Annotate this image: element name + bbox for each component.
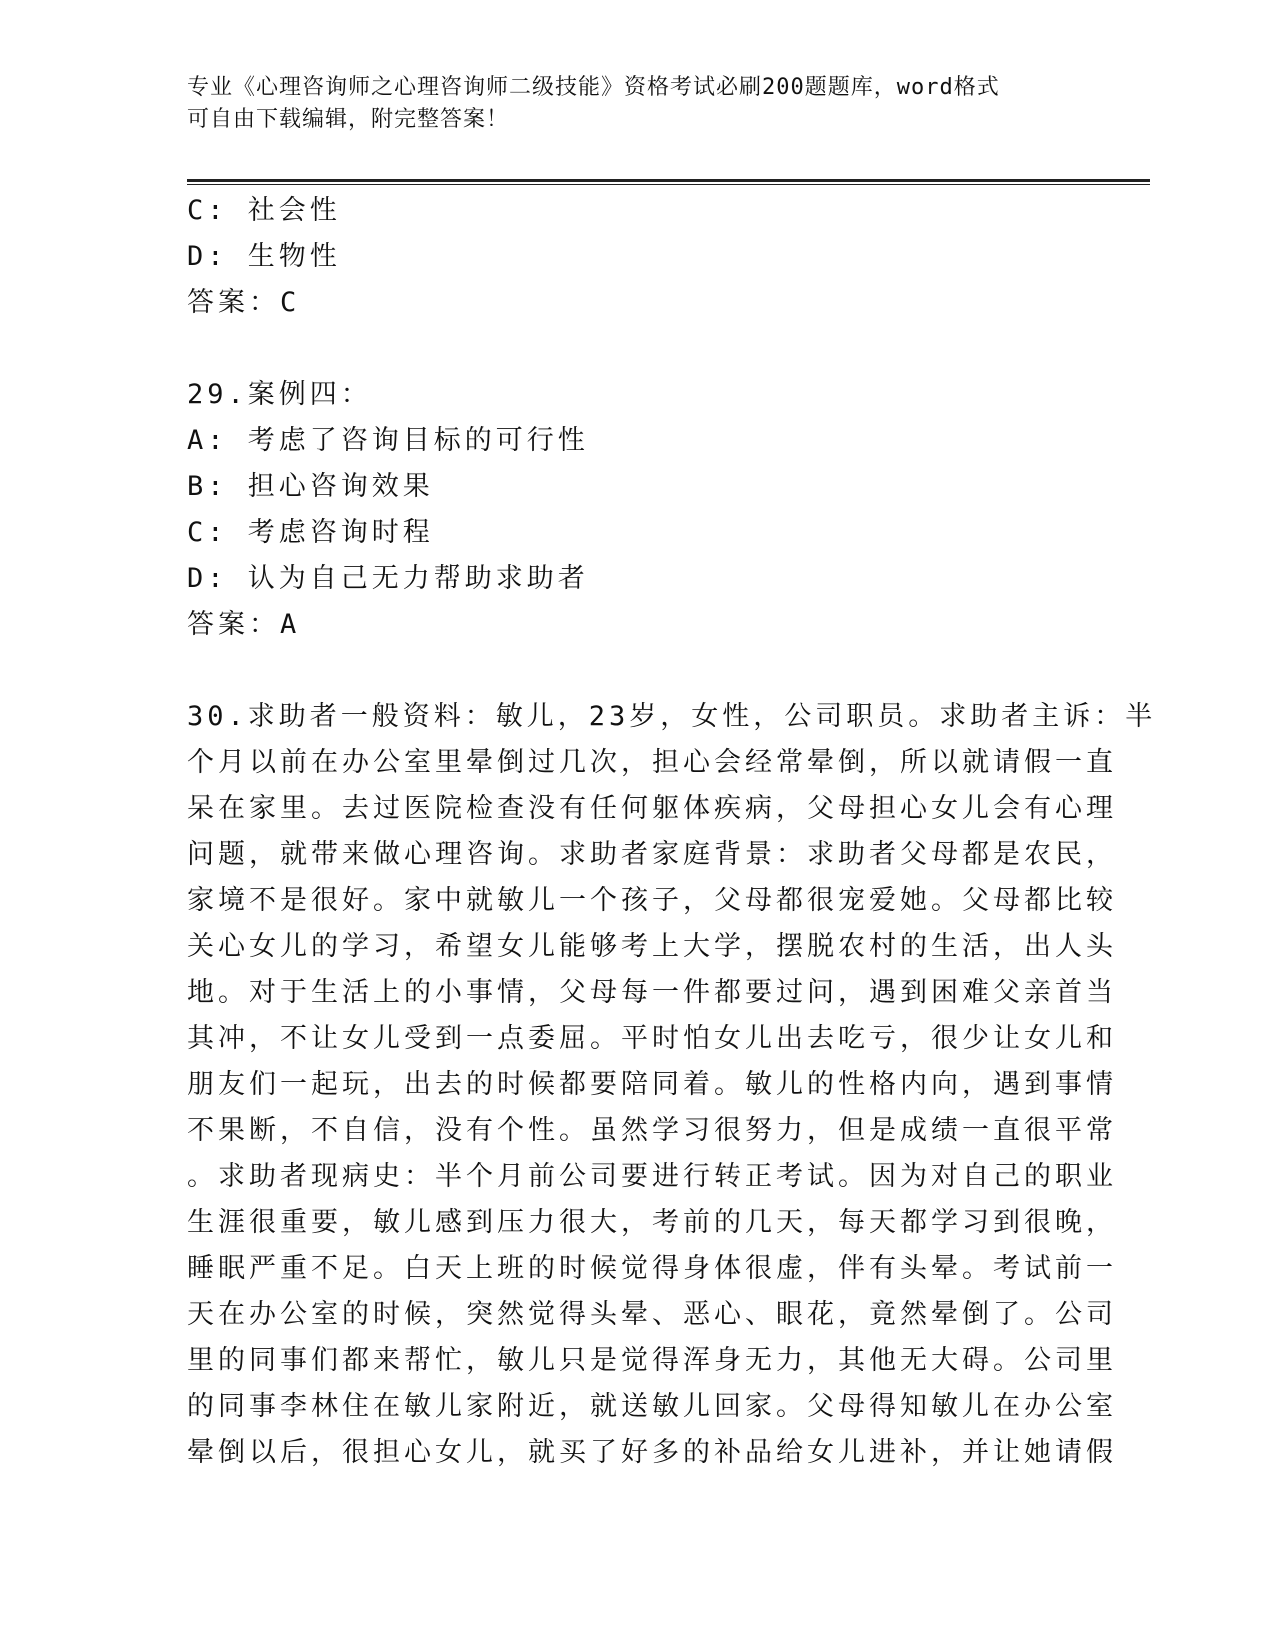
q28-answer: 答案：C [187, 287, 301, 318]
q30-line: 其冲，不让女儿受到一点委屈。平时怕女儿出去吃亏，很少让女儿和 [187, 1023, 1117, 1054]
q29-option-b: B: 担心咨询效果 [187, 471, 434, 502]
q30-line: 个月以前在办公室里晕倒过几次，担心会经常晕倒，所以就请假一直 [187, 747, 1117, 778]
header-rule-thick [187, 179, 1150, 182]
q29-stem: 29.案例四： [187, 379, 372, 410]
q30-line: 朋友们一起玩，出去的时候都要陪同着。敏儿的性格内向，遇到事情 [187, 1069, 1117, 1100]
q30-line: 呆在家里。去过医院检查没有任何躯体疾病，父母担心女儿会有心理 [187, 793, 1117, 824]
q30-line: 家境不是很好。家中就敏儿一个孩子，父母都很宠爱她。父母都比较 [187, 885, 1117, 916]
q30-line: 里的同事们都来帮忙，敏儿只是觉得浑身无力，其他无大碍。公司里 [187, 1345, 1117, 1376]
q30-line: 晕倒以后，很担心女儿，就买了好多的补品给女儿进补，并让她请假 [187, 1437, 1117, 1468]
q30-paragraph [187, 694, 1157, 1476]
q29-answer: 答案：A [187, 609, 301, 640]
spacer [187, 326, 1087, 372]
q30-line: 。求助者现病史：半个月前公司要进行转正考试。因为对自己的职业 [187, 1161, 1117, 1192]
q30-line: 睡眠严重不足。白天上班的时候觉得身体很虚，伴有头晕。考试前一 [187, 1253, 1117, 1284]
q28-option-d: D: 生物性 [187, 241, 341, 272]
q30-line: 地。对于生活上的小事情，父母每一件都要过问，遇到困难父亲首当 [187, 977, 1117, 1008]
q29-option-c: C: 考虑咨询时程 [187, 517, 434, 548]
q30-line: 问题，就带来做心理咨询。求助者家庭背景：求助者父母都是农民， [187, 839, 1117, 870]
header-title-line-1: 专业《心理咨询师之心理咨询师二级技能》资格考试必刷200题题库，word格式 [187, 75, 1000, 100]
document-body [187, 188, 1157, 1476]
q28-option-c: C: 社会性 [187, 195, 341, 226]
header-title-line-2: 可自由下载编辑，附完整答案！ [187, 107, 510, 132]
q29-option-a: A: 考虑了咨询目标的可行性 [187, 425, 589, 456]
header-rule-thin [187, 184, 1150, 185]
q30-line: 不果断，不自信，没有个性。虽然学习很努力，但是成绩一直很平常 [187, 1115, 1117, 1146]
q30-line: 关心女儿的学习，希望女儿能够考上大学，摆脱农村的生活，出人头 [187, 931, 1117, 962]
q30-line: 30.求助者一般资料：敏儿，23岁，女性，公司职员。求助者主诉：半 [187, 701, 1157, 732]
page-header [187, 72, 1067, 136]
q30-line: 生涯很重要，敏儿感到压力很大，考前的几天，每天都学习到很晚， [187, 1207, 1117, 1238]
q30-line: 的同事李林住在敏儿家附近，就送敏儿回家。父母得知敏儿在办公室 [187, 1391, 1117, 1422]
spacer [187, 648, 1087, 694]
q30-line: 天在办公室的时候，突然觉得头晕、恶心、眼花，竟然晕倒了。公司 [187, 1299, 1117, 1330]
q29-option-d: D: 认为自己无力帮助求助者 [187, 563, 589, 594]
